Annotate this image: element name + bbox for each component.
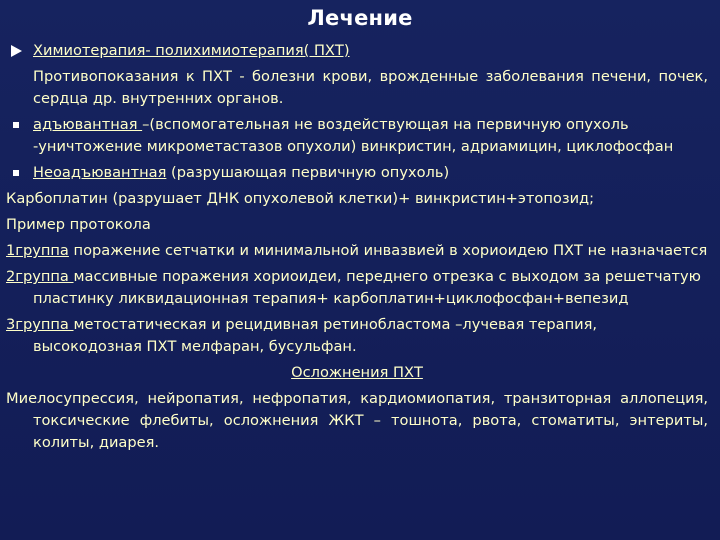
group-2-label: 2группа [6, 268, 74, 285]
arrow-bullet-icon [6, 40, 24, 62]
carboplatin-text: Карбоплатин (разрушает ДНК опухолевой клетки)+ винкристин+этопозид; [6, 190, 595, 207]
group-3-item [6, 314, 708, 358]
group-2-item [6, 266, 708, 310]
protocol-example-text: Пример протокола [6, 216, 151, 233]
complications-text: Миелосупрессия, нейропатия, нефропатия, кардиомиопатия, транзиторная аллопеция, токсические флебиты, осложнения ЖКТ – тошнота, рвота, стоматиты, энтериты, колиты, диарея. [6, 390, 708, 451]
adjuvant-item [6, 114, 708, 158]
chemo-heading-item [6, 40, 708, 62]
group-2-text: массивные поражения хориоидеи, переднего отрезка с выходом за решетчатую пластинку ликвидационная терапия+ карбоплатин+циклофосфан+вепезид [33, 268, 701, 307]
neoadjuvant-term: Неоадъювантная [33, 164, 167, 181]
neoadjuvant-item [6, 162, 708, 184]
adjuvant-term: адъювантная [33, 116, 143, 133]
neoadjuvant-text: (разрушающая первичную опухоль) [166, 164, 450, 181]
page-title: Лечение [307, 6, 413, 30]
group-1-label: 1группа [6, 242, 69, 259]
contraindications-text: Противопоказания к ПХТ - болезни крови, врожденные заболевания печени, почек, сердца др. внутренних органов. [33, 68, 708, 107]
group-3-text: метостатическая и рецидивная ретинобластома –лучевая терапия, высокодозная ПХТ мелфаран, бусульфан. [33, 316, 598, 355]
square-bullet-icon [6, 162, 24, 184]
square-bullet-icon [6, 114, 24, 136]
complications-heading: Осложнения ПХТ [291, 364, 423, 381]
adjuvant-text: –(вспомогательная не воздействующая на первичную опухоль -уничтожение микрометастазов опухоли) винкристин, адриамицин, циклофосфан [33, 116, 674, 155]
slide-content [6, 40, 708, 454]
group-3-label: 3группа [6, 316, 74, 333]
complications-heading-row [6, 362, 708, 384]
chemo-heading: Химиотерапия- полихимиотерапия( ПХТ) [33, 42, 350, 59]
group-1-text: поражение сетчатки и минимальной инвазвией в хориоидею ПХТ не назначается [68, 242, 708, 259]
group-1-item [6, 240, 708, 262]
